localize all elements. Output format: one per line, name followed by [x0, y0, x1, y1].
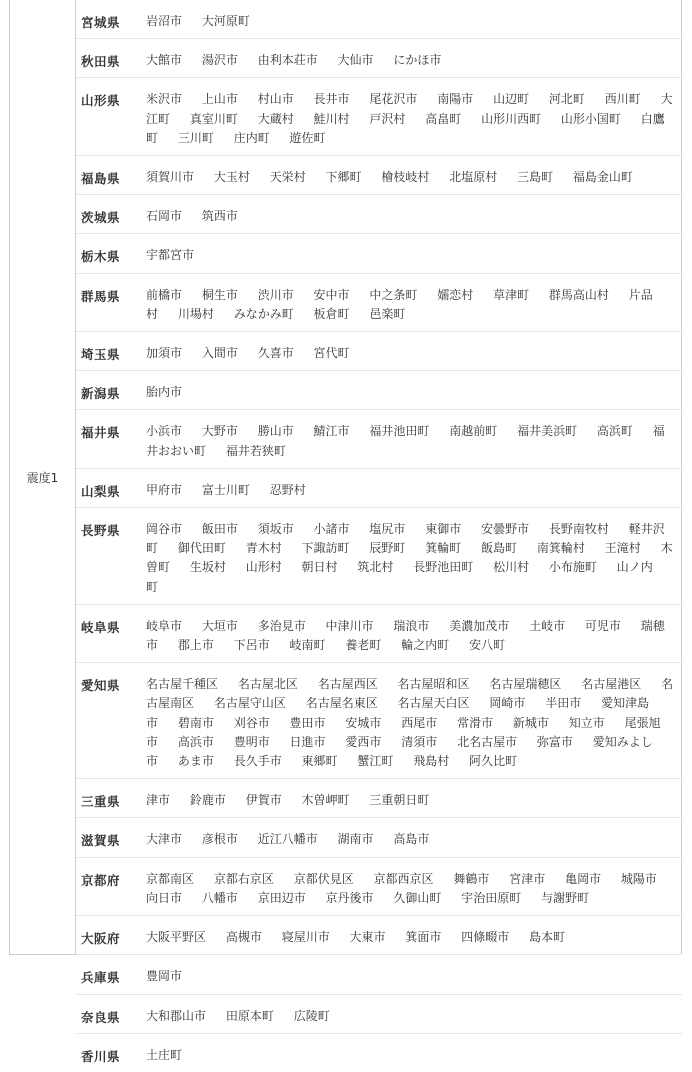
city-name: 近江八幡市: [257, 832, 318, 847]
city-name: 名古屋昭和区: [397, 677, 470, 692]
city-name: 蟹江町: [357, 754, 394, 769]
city-name: 湖南市: [337, 832, 374, 847]
city-name: 軽井沢町: [146, 522, 665, 556]
city-name: 南陽市: [437, 92, 474, 107]
city-name: 名古屋瑞穂区: [489, 677, 562, 692]
city-name: 松川村: [493, 560, 530, 575]
city-name: 三島町: [517, 170, 554, 185]
city-name: 京都西京区: [373, 871, 434, 886]
city-name: 富士川町: [201, 482, 250, 497]
region-row: [76, 779, 682, 818]
city-name: 西尾市: [401, 715, 438, 730]
prefecture-name: 埼玉県: [81, 347, 121, 363]
city-name: 邑楽町: [369, 306, 406, 321]
city-name: 田原本町: [225, 1008, 274, 1023]
city-name: 久御山町: [393, 890, 442, 905]
region-row: [76, 1034, 682, 1072]
region-row: [76, 332, 682, 371]
city-name: 勝山市: [257, 424, 294, 439]
city-name: 名古屋南区: [146, 677, 674, 711]
city-name: 忍野村: [269, 482, 306, 497]
prefecture-name: 香川県: [81, 1048, 121, 1064]
city-name: 岐南町: [289, 638, 326, 653]
city-name: 桐生市: [201, 287, 238, 302]
city-name: 大和郡山市: [146, 1008, 207, 1023]
city-name: あま市: [177, 754, 214, 769]
city-name: 山形小国町: [560, 111, 621, 126]
city-name: 生坂村: [189, 560, 226, 575]
city-name: 塩尻市: [369, 522, 406, 537]
prefecture-name: 秋田県: [81, 54, 121, 70]
city-name: 鯖江市: [313, 424, 350, 439]
city-name: 京都右京区: [213, 871, 274, 886]
prefecture-name: 長野県: [81, 523, 121, 539]
city-name: 山ノ内町: [146, 560, 653, 594]
city-name: 知立市: [568, 715, 605, 730]
city-name: 寝屋川市: [281, 930, 330, 945]
city-name: 御代田町: [177, 541, 226, 556]
city-name: 高浜町: [596, 424, 633, 439]
city-name: 渋川市: [257, 287, 294, 302]
city-name: 土庄町: [146, 1047, 183, 1062]
city-name: 板倉町: [313, 306, 350, 321]
city-name: 名古屋天白区: [397, 696, 470, 711]
city-name: 福井おおい町: [146, 424, 665, 458]
city-name: 福井若狭町: [225, 443, 286, 458]
city-name: 檜枝岐村: [381, 170, 430, 185]
prefecture-name: 岐阜県: [81, 619, 121, 635]
city-name: 鈴鹿市: [189, 793, 226, 808]
city-name: 豊田市: [289, 715, 326, 730]
city-name: 愛知津島市: [146, 696, 650, 730]
city-name: 小布施町: [548, 560, 597, 575]
city-list: [146, 195, 682, 233]
city-name: 胎内市: [146, 385, 183, 400]
city-name: 遊佐町: [289, 130, 326, 145]
city-name: 東郷町: [301, 754, 338, 769]
city-name: 朝日村: [301, 560, 338, 575]
region-row: [76, 663, 682, 779]
city-name: 郡上市: [177, 638, 214, 653]
city-name: 愛西市: [345, 734, 382, 749]
prefecture-name: 愛知県: [81, 678, 121, 694]
city-name: 福井美浜町: [517, 424, 578, 439]
city-name: 高島市: [393, 832, 430, 847]
city-name: 北名古屋市: [457, 734, 518, 749]
city-name: 上山市: [201, 92, 238, 107]
prefecture-name: 群馬県: [81, 288, 121, 304]
city-name: 長野南牧村: [548, 522, 609, 537]
city-name: 川場村: [177, 306, 214, 321]
city-name: 碧南市: [177, 715, 214, 730]
city-name: 名古屋千種区: [146, 677, 219, 692]
region-row: [76, 156, 682, 195]
city-name: 安八町: [469, 638, 506, 653]
city-name: 舞鶴市: [453, 871, 490, 886]
city-name: 大河原町: [201, 14, 250, 28]
region-row: [76, 410, 682, 468]
city-name: 前橋市: [146, 287, 183, 302]
city-name: 豊岡市: [146, 969, 183, 984]
city-name: 豊明市: [233, 734, 270, 749]
city-name: 福島金山町: [572, 170, 633, 185]
city-name: 清須市: [401, 734, 438, 749]
city-name: 名古屋西区: [317, 677, 378, 692]
region-row: [76, 469, 682, 508]
city-name: 高浜市: [177, 734, 214, 749]
city-name: 瑞穂市: [146, 618, 665, 653]
city-list: [146, 0, 682, 38]
city-name: 尾張旭市: [146, 715, 661, 749]
city-name: 鮭川村: [313, 111, 350, 126]
region-row: [76, 995, 682, 1034]
prefecture-name: 茨城県: [81, 210, 121, 226]
city-name: 刈谷市: [233, 715, 270, 730]
city-name: 下郷町: [325, 170, 362, 185]
city-name: 半田市: [545, 696, 582, 711]
city-name: 輪之内町: [401, 638, 450, 653]
city-name: 飯島町: [481, 541, 518, 556]
city-name: 庄内町: [233, 130, 270, 145]
city-name: 長久手市: [233, 754, 282, 769]
city-name: 大江町: [146, 92, 673, 126]
city-name: 筑北村: [357, 560, 394, 575]
city-list: [146, 779, 682, 817]
city-name: 片品村: [146, 287, 653, 321]
city-name: 下諏訪町: [301, 541, 350, 556]
city-name: 戸沢村: [369, 111, 406, 126]
city-name: 村山市: [257, 92, 294, 107]
prefecture-name: 宮城県: [81, 15, 121, 30]
city-name: 石岡市: [146, 209, 183, 224]
city-name: 久喜市: [257, 346, 294, 361]
city-list: [146, 818, 682, 856]
prefecture-name: 新潟県: [81, 386, 121, 402]
city-name: 辰野町: [369, 541, 406, 556]
city-list: [146, 1034, 682, 1072]
city-name: 大垣市: [201, 618, 238, 633]
city-name: 広陵町: [293, 1008, 330, 1023]
city-name: 北塩原村: [449, 170, 498, 185]
region-row: [76, 195, 682, 234]
city-name: 宇治田原町: [461, 890, 522, 905]
region-row: [76, 274, 682, 332]
city-name: 宇都宮市: [146, 248, 195, 263]
city-name: 常滑市: [457, 715, 494, 730]
city-name: 山形川西町: [481, 111, 542, 126]
city-name: 名古屋港区: [581, 677, 642, 692]
city-name: 可児市: [584, 618, 621, 633]
region-row: [76, 955, 682, 994]
city-name: 入間市: [201, 346, 238, 361]
city-name: 湯沢市: [201, 53, 238, 68]
city-name: 京都伏見区: [293, 871, 354, 886]
city-name: 安中市: [313, 287, 350, 302]
prefecture-name: 奈良県: [81, 1009, 121, 1025]
city-name: 大阪平野区: [146, 930, 207, 945]
city-name: 大津市: [146, 832, 183, 847]
city-name: 飛島村: [413, 754, 450, 769]
city-name: 四條畷市: [461, 930, 510, 945]
city-name: 中之条町: [369, 287, 418, 302]
city-name: 中津川市: [325, 618, 374, 633]
city-name: 高畠町: [425, 111, 462, 126]
prefecture-name: 滋賀県: [81, 833, 121, 849]
city-name: 大蔵村: [257, 111, 294, 126]
city-name: 王滝村: [604, 541, 641, 556]
prefecture-name: 山梨県: [81, 483, 121, 499]
city-name: 伊賀市: [245, 793, 282, 808]
city-name: 大仙市: [337, 53, 374, 68]
city-name: 草津町: [493, 287, 530, 302]
prefecture-name: 三重県: [81, 794, 121, 810]
city-name: 東御市: [425, 522, 462, 537]
city-name: 島本町: [529, 930, 566, 945]
city-name: 名古屋守山区: [213, 696, 286, 711]
prefecture-name: 京都府: [81, 872, 121, 888]
city-name: 米沢市: [146, 92, 183, 107]
city-name: 箕面市: [405, 930, 442, 945]
region-row: [76, 916, 682, 955]
city-list: [146, 955, 682, 993]
prefecture-name: 兵庫県: [81, 970, 121, 986]
city-name: 宮代町: [313, 346, 350, 361]
city-name: 京丹後市: [325, 890, 374, 905]
city-name: 下呂市: [233, 638, 270, 653]
region-row: [76, 371, 682, 410]
region-row: [76, 78, 682, 156]
city-name: 津市: [146, 793, 171, 808]
city-name: 八幡市: [201, 890, 238, 905]
city-name: 愛知みよし市: [146, 734, 653, 769]
city-name: 真室川町: [189, 111, 238, 126]
city-name: 河北町: [548, 92, 585, 107]
city-name: にかほ市: [393, 53, 442, 68]
city-name: 新城市: [512, 715, 549, 730]
prefecture-name: 福井県: [81, 425, 121, 441]
city-name: みなかみ町: [233, 306, 294, 321]
city-name: 由利本荘市: [257, 53, 318, 68]
city-name: 西川町: [604, 92, 641, 107]
city-name: 大東市: [349, 930, 386, 945]
city-name: 名古屋名東区: [305, 696, 378, 711]
city-name: 筑西市: [201, 209, 238, 224]
city-name: 彦根市: [201, 832, 238, 847]
city-name: 天栄村: [269, 170, 306, 185]
city-name: 青木村: [245, 541, 282, 556]
city-name: 向日市: [146, 890, 183, 905]
city-name: 飯田市: [201, 522, 238, 537]
city-name: 小浜市: [146, 424, 183, 439]
city-name: 小諸市: [313, 522, 350, 537]
city-name: 多治見市: [257, 618, 306, 633]
region-rows: [76, 0, 682, 1072]
city-name: 甲府市: [146, 482, 183, 497]
city-name: 与謝野町: [541, 890, 590, 905]
region-row: [76, 818, 682, 857]
city-name: 須坂市: [257, 522, 294, 537]
city-name: 大館市: [146, 53, 183, 68]
city-name: 岡谷市: [146, 522, 183, 537]
city-list: [146, 916, 682, 954]
city-name: 白鷹町: [146, 111, 665, 145]
city-name: 岩沼市: [146, 14, 183, 28]
city-name: 南越前町: [449, 424, 498, 439]
city-list: [146, 332, 682, 370]
region-row: [76, 39, 682, 78]
city-list: [146, 234, 682, 272]
city-list: [146, 410, 682, 467]
city-list: [146, 469, 682, 507]
city-name: 木曽町: [146, 541, 673, 575]
city-name: 高槻市: [225, 930, 262, 945]
city-list: [146, 39, 682, 77]
region-row: [76, 234, 682, 273]
intensity-table: [9, 0, 682, 1064]
city-name: 宮津市: [509, 871, 546, 886]
city-name: 加須市: [146, 346, 183, 361]
city-name: 弥富市: [536, 734, 573, 749]
city-name: 大玉村: [213, 170, 250, 185]
city-name: 南箕輪村: [536, 541, 585, 556]
city-name: 土岐市: [529, 618, 566, 633]
city-list: [146, 858, 682, 915]
city-name: 木曽岬町: [301, 793, 350, 808]
city-name: 三重朝日町: [369, 793, 430, 808]
city-name: 亀岡市: [565, 871, 602, 886]
city-name: 瑞浪市: [393, 618, 430, 633]
city-name: 箕輪町: [425, 541, 462, 556]
city-name: 山辺町: [493, 92, 530, 107]
city-name: 阿久比町: [469, 754, 518, 769]
city-list: [146, 78, 682, 155]
city-name: 三川町: [177, 130, 214, 145]
city-name: 安城市: [345, 715, 382, 730]
city-list: [146, 995, 682, 1033]
city-name: 城陽市: [620, 871, 657, 886]
city-name: 福井池田町: [369, 424, 430, 439]
city-list: [146, 605, 682, 662]
region-row: [76, 0, 682, 39]
prefecture-name: 栃木県: [81, 249, 121, 265]
city-name: 嬬恋村: [437, 287, 474, 302]
city-name: 岐阜市: [146, 618, 183, 633]
city-name: 長野池田町: [413, 560, 474, 575]
city-list: [146, 663, 682, 778]
city-name: 京都南区: [146, 871, 195, 886]
prefecture-name: 山形県: [81, 93, 121, 109]
region-row: [76, 858, 682, 916]
prefecture-name: 大阪府: [81, 931, 121, 947]
city-name: 京田辺市: [257, 890, 306, 905]
city-name: 養老町: [345, 638, 382, 653]
city-name: 長井市: [313, 92, 350, 107]
city-name: 美濃加茂市: [449, 618, 510, 633]
city-name: 岡崎市: [489, 696, 526, 711]
city-list: [146, 274, 682, 331]
city-name: 須賀川市: [146, 170, 195, 185]
intensity-label: 震度1: [10, 0, 76, 954]
city-name: 名古屋北区: [237, 677, 298, 692]
city-name: 山形村: [245, 560, 282, 575]
city-list: [146, 156, 682, 194]
city-name: 尾花沢市: [369, 92, 418, 107]
city-list: [146, 371, 682, 409]
city-name: 安曇野市: [481, 522, 530, 537]
prefecture-name: 福島県: [81, 171, 121, 187]
region-row: [76, 605, 682, 663]
region-row: [76, 508, 682, 605]
city-name: 大野市: [201, 424, 238, 439]
city-list: [146, 508, 682, 604]
city-name: 群馬高山村: [548, 287, 609, 302]
city-name: 日進市: [289, 734, 326, 749]
